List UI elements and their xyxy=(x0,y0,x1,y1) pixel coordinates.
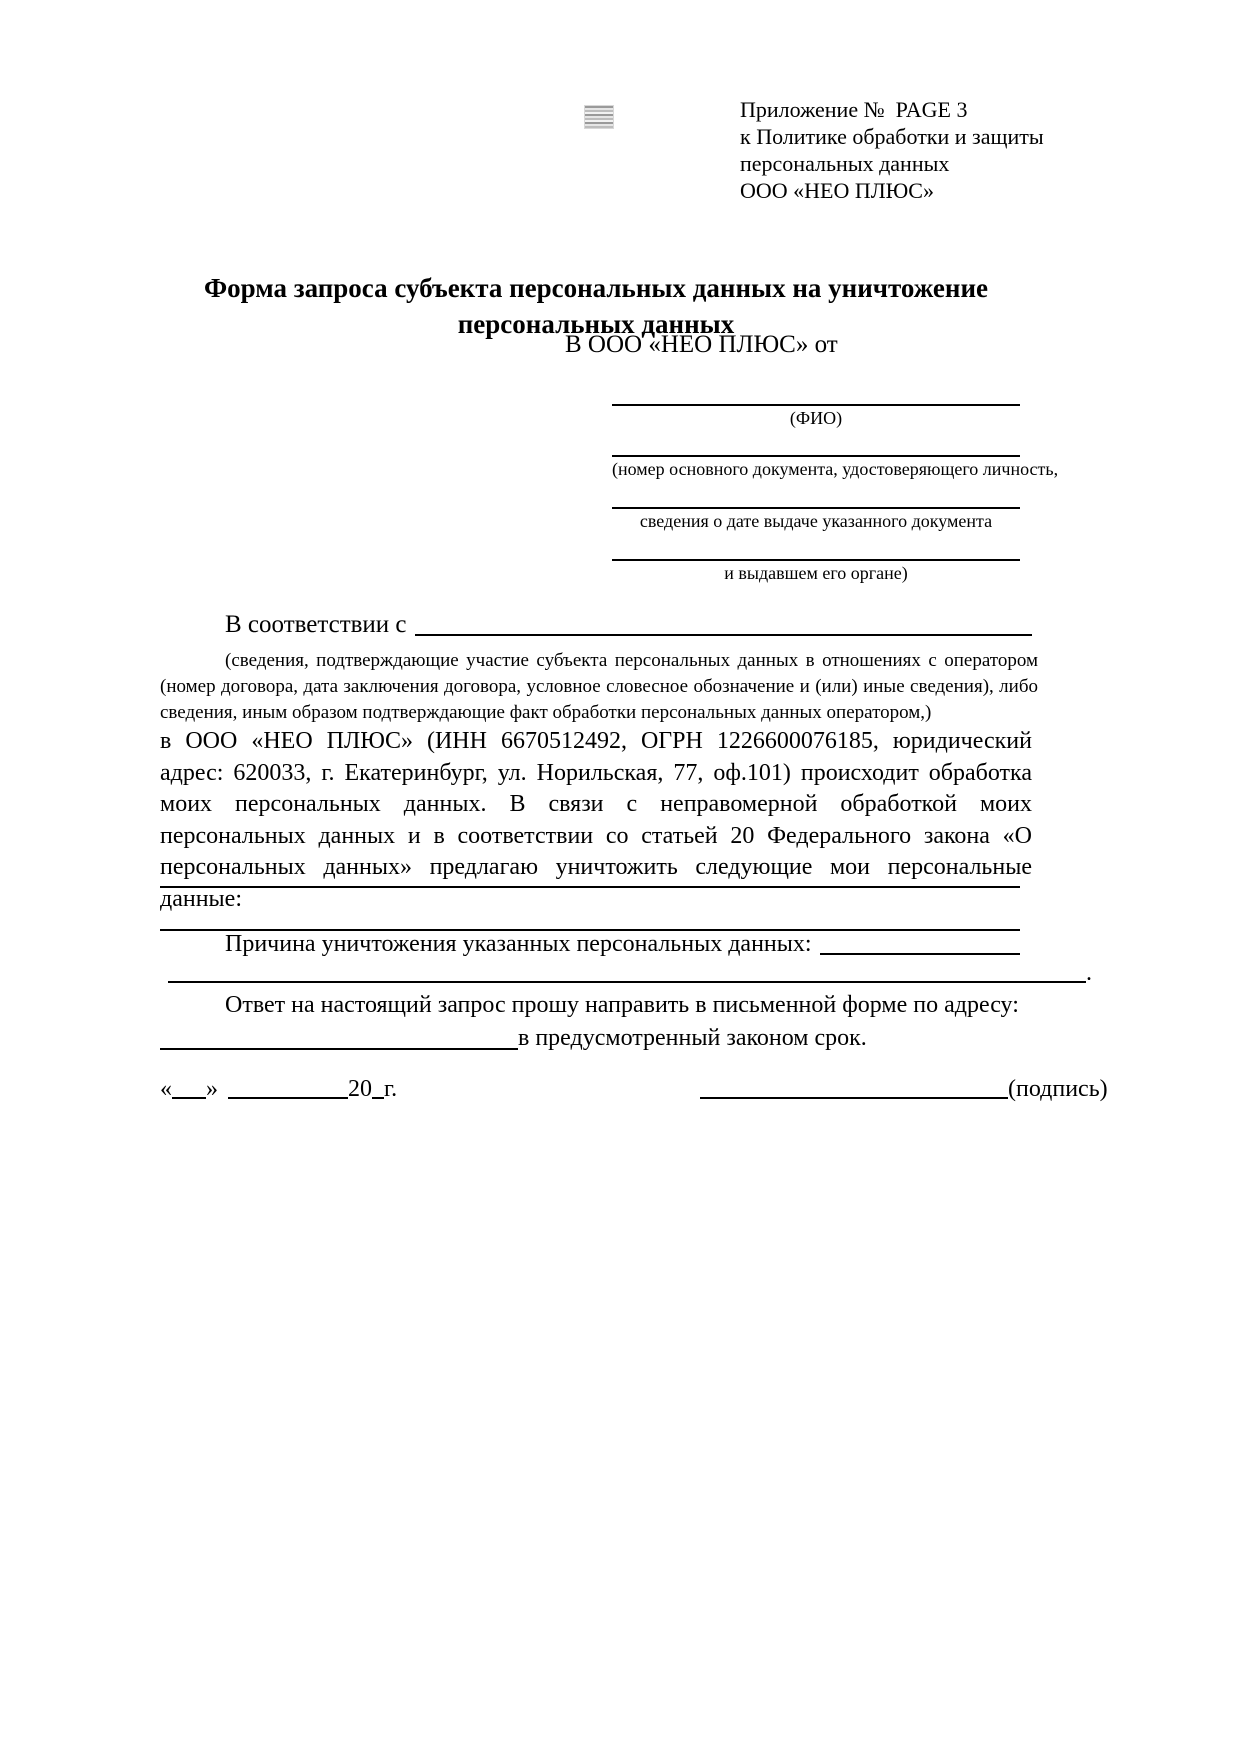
page-title-line1: Форма запроса субъекта персональных данных на уничтожение xyxy=(203,273,989,303)
close-quote: » xyxy=(206,1076,218,1102)
appendix-header xyxy=(740,96,1044,204)
day-blank-line xyxy=(172,1077,206,1099)
body-paragraph: в ООО «НЕО ПЛЮС» (ИНН 6670512492, ОГРН 1226600076185, юридический адрес: 620033, г. Екатеринбург, ул. Норильская, 77, оф.101) происходит обработка моих персональных данных. В связи с неправомерной обработкой моих персональных данных и в соответствии со статьей 20 Федерального закона «О персональных данных» предлагаю уничтожить следующие мои персональные данные: xyxy=(160,728,1032,912)
issuing-authority-blank-line xyxy=(612,533,1020,561)
issuing-authority-caption: и выдавшем его органе) xyxy=(724,563,908,583)
company-name-line: ООО «НЕО ПЛЮС» xyxy=(740,178,934,203)
signature-caption: (подпись) xyxy=(1008,1076,1108,1102)
field-issuing-authority xyxy=(612,533,1020,585)
year-suffix: г. xyxy=(384,1076,398,1102)
field-document-number xyxy=(612,430,1059,481)
date-row xyxy=(160,1076,397,1103)
applicant-fields xyxy=(612,368,1059,585)
fine-print-note: (сведения, подтверждающие участие субъекта персональных данных в отношениях с оператором (номер договора, дата заключения договора, условное словесное обозначение и (или) иные сведения), либо сведения, иным образом подтверждающие факт обработки персональных данных оператором,) xyxy=(160,650,1038,723)
policy-reference-line2: персональных данных xyxy=(740,151,950,176)
response-address-row xyxy=(160,1022,1032,1055)
reason-row xyxy=(160,929,1020,960)
address-blank-line xyxy=(160,1022,518,1050)
addressee-line: В ООО «НЕО ПЛЮС» от xyxy=(565,331,838,358)
fio-caption: (ФИО) xyxy=(789,408,843,428)
response-request-line: Ответ на настоящий запрос прошу направить в письменной форме по адресу: xyxy=(225,992,1019,1018)
reason-continuation-blank-line xyxy=(168,958,1086,983)
reason-label: Причина уничтожения указанных персональных данных: xyxy=(225,931,812,957)
response-term-label: в предусмотренный законом срок. xyxy=(518,1025,867,1051)
fio-blank-line xyxy=(612,368,1020,406)
document-number-blank-line xyxy=(612,430,1020,457)
field-issue-date xyxy=(612,481,1020,533)
issue-date-blank-line xyxy=(612,481,1020,509)
accordance-row xyxy=(160,608,1032,641)
embedded-object-artifact-icon xyxy=(585,106,613,128)
appendix-number-line: Приложение № PAGE 3 xyxy=(740,97,968,122)
reason-blank-line xyxy=(820,929,1020,955)
signature-row xyxy=(700,1076,1108,1103)
data-blank-line-1 xyxy=(160,886,1020,888)
signature-blank-line xyxy=(700,1077,1008,1099)
open-quote: « xyxy=(160,1076,172,1102)
policy-reference-line: к Политике обработки и защиты xyxy=(740,124,1044,149)
issue-date-caption: сведения о дате выдаче указанного документа xyxy=(639,511,993,531)
accordance-blank-line xyxy=(415,608,1032,636)
accordance-label: В соответствии с xyxy=(225,611,407,638)
document-number-caption: (номер основного документа, удостоверяющего личность, xyxy=(612,459,1059,479)
page-title-line2: персональных данных xyxy=(457,309,735,339)
field-fio xyxy=(612,368,1020,430)
reason-continuation-row xyxy=(160,958,1092,988)
reason-terminator: . xyxy=(1086,960,1092,986)
year-blank-line xyxy=(372,1077,384,1099)
year-prefix: 20 xyxy=(348,1076,372,1102)
month-blank-line xyxy=(228,1077,348,1099)
